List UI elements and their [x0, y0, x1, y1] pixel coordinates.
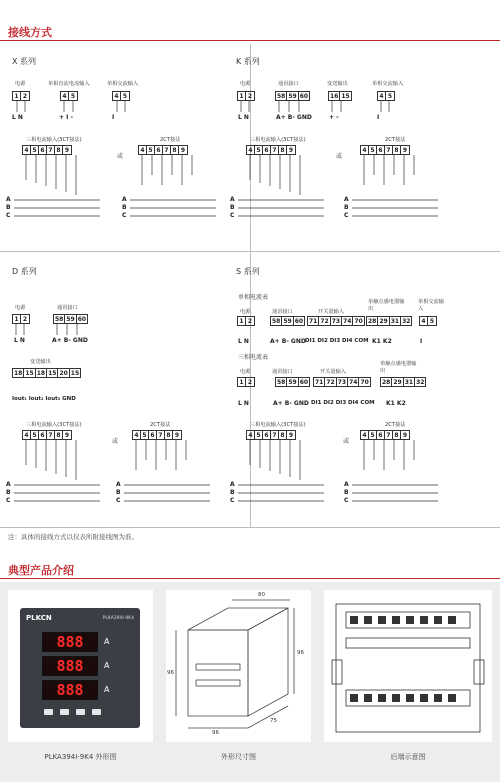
- s2-ln-pins: L N: [238, 400, 249, 407]
- s-or-label: 或: [343, 438, 350, 445]
- k-3ct-label: 三相电流输入(3CT接法): [250, 137, 306, 143]
- dim-label-3: 96: [212, 730, 219, 736]
- s1-comm-label: 通讯接口: [272, 309, 293, 315]
- x-2ct-terminal: 4 5 6 7 8 9: [138, 145, 188, 155]
- k-ac-terminal: 4 5: [377, 91, 395, 101]
- d-power-terminal: 1 2: [12, 314, 30, 324]
- section-divider-2: [0, 578, 500, 579]
- s1-comm-terminal: 58 59 60: [272, 318, 304, 325]
- caption-dimensions: 外形尺寸图: [221, 753, 256, 761]
- unit-a-2: A: [104, 661, 110, 670]
- phase-label-b: B: [116, 489, 121, 496]
- k-power-label: 电源: [240, 81, 251, 87]
- s-series-title: S 系列: [236, 267, 260, 276]
- dim-label-2: 96: [167, 670, 174, 676]
- s1-ac-sign: I: [420, 338, 423, 345]
- d-or-label: 或: [112, 438, 119, 445]
- phase-label-a: A: [6, 196, 11, 203]
- x-series-title: X 系列: [12, 57, 37, 66]
- k-series-title: K 系列: [236, 57, 260, 66]
- d-ln-pins: L N: [14, 337, 25, 344]
- s-2ct-label: 2CT接法: [385, 422, 406, 428]
- phase-label-a: A: [344, 481, 349, 488]
- x-ln-pins: L N: [12, 114, 23, 121]
- d-2ct-terminal: 4 5 6 7 8 9: [132, 430, 182, 440]
- d-out-terminal: 18 15 18 15 20 15: [14, 370, 80, 377]
- k-2ct-terminal: 4 5 6 7 8 9: [360, 145, 410, 155]
- meter-button-1[interactable]: [44, 709, 53, 715]
- s2-sw-label: 开关量输入: [320, 369, 346, 375]
- phase-label-a: A: [344, 196, 349, 203]
- wiring-section-title: 接线方式: [8, 26, 52, 39]
- s2-sw-pins: DI1 DI2 DI3 DI4 COM: [311, 400, 375, 406]
- meter-display-3: 888: [42, 680, 98, 700]
- s2-comm-pins: A+ B- GND: [273, 400, 309, 407]
- dim-label-5: 75: [270, 718, 277, 724]
- k-power-terminal: 1 2: [237, 91, 255, 101]
- phase-label-b: B: [230, 489, 235, 496]
- x-or-label: 或: [117, 153, 124, 160]
- products-section-title: 典型产品介绍: [8, 564, 74, 577]
- meter-model: PLKA394I-9K4: [102, 616, 134, 621]
- s-single-title: 单相电流表: [238, 294, 269, 301]
- s2-relay-terminal: 28 29 31 32: [382, 379, 425, 386]
- phase-label-a: A: [230, 196, 235, 203]
- x-dc-terminal: 4 5: [60, 91, 78, 101]
- phase-label-c: C: [344, 212, 349, 219]
- dim-label-4: 96: [297, 650, 304, 656]
- d-series-title: D 系列: [12, 267, 37, 276]
- s1-ac-terminal: 4 5: [419, 316, 437, 326]
- phase-label-a: A: [116, 481, 121, 488]
- k-ln-pins: L N: [238, 114, 249, 121]
- d-3ct-terminal: 4 5 6 7 8 9: [22, 430, 72, 440]
- phase-label-b: B: [230, 204, 235, 211]
- meter-buttons: [44, 709, 101, 715]
- s1-sw-pins: DI1 DI2 DI3 DI4 COM: [305, 338, 369, 344]
- s2-comm-label: 通讯接口: [272, 369, 293, 375]
- s1-ac-label: 单相交流输入: [418, 299, 444, 312]
- s2-relay-pins: K1 K2: [386, 400, 406, 407]
- k-out-terminal: 16 15: [330, 93, 350, 100]
- s1-sw-terminal: 71 72 73 74 70: [309, 318, 363, 325]
- s1-ln-pins: L N: [238, 338, 249, 345]
- unit-a-3: A: [104, 685, 110, 694]
- x-3ct-terminal: 4 5 6 7 8 9: [22, 145, 72, 155]
- phase-label-a: A: [122, 196, 127, 203]
- dimension-drawing: [166, 590, 311, 742]
- s-3ct-terminal: 4 5 6 7 8 9: [246, 430, 296, 440]
- phase-label-b: B: [122, 204, 127, 211]
- s1-relay-pins: K1 K2: [372, 338, 392, 345]
- x-3ct-label: 三相电流输入(3CT接法): [26, 137, 82, 143]
- phase-label-c: C: [6, 212, 11, 219]
- phase-label-c: C: [6, 497, 11, 504]
- meter-display-1: 888: [42, 632, 98, 652]
- phase-label-c: C: [230, 497, 235, 504]
- d-3ct-label: 三相电流输入(3CT接法): [26, 422, 82, 428]
- x-dc-label: 单相直流电流输入: [48, 81, 90, 87]
- s1-power-terminal: 1 2: [237, 316, 255, 326]
- s-3ct-label: 三相电流输入(3CT接法): [250, 422, 306, 428]
- meter-body: [20, 608, 140, 728]
- unit-a-1: A: [104, 637, 110, 646]
- caption-rear: 后端示意图: [390, 753, 426, 761]
- k-2ct-label: 2CT接法: [385, 137, 406, 143]
- s2-comm-terminal: 58 59 60: [277, 379, 309, 386]
- x-ac-sign: I: [112, 114, 115, 121]
- phase-label-a: A: [6, 481, 11, 488]
- phase-label-b: B: [344, 489, 349, 496]
- meter-button-4[interactable]: [92, 709, 101, 715]
- k-3ct-terminal: 4 5 6 7 8 9: [246, 145, 296, 155]
- x-power-terminal: 1 2: [12, 91, 30, 101]
- x-2ct-label: 2CT接法: [160, 137, 181, 143]
- phase-label-b: B: [344, 204, 349, 211]
- meter-brand: PLKCN: [26, 614, 52, 622]
- s2-relay-label: 单触点感电器输出: [380, 361, 417, 374]
- k-ac-label: 单相交流输入: [372, 81, 404, 87]
- phase-label-a: A: [230, 481, 235, 488]
- meter-display-2: 888: [42, 656, 98, 676]
- s2-power-label: 电源: [240, 369, 251, 375]
- k-out-pins: + -: [329, 114, 339, 121]
- d-out-pins: Iout₁ Iout₂ Iout₃ GND: [12, 396, 76, 402]
- meter-photo-card: [8, 590, 153, 742]
- d-comm-label: 通讯接口: [57, 305, 78, 311]
- dim-label-1: 80: [258, 592, 265, 598]
- d-out-label: 变送输出: [30, 359, 51, 365]
- d-power-label: 电源: [15, 305, 26, 311]
- phase-label-c: C: [230, 212, 235, 219]
- caption-meter: PLKA394I-9K4 外形图: [44, 753, 117, 761]
- s1-sw-label: 开关量输入: [318, 309, 344, 315]
- s1-comm-pins: A+ B- GND: [270, 338, 306, 345]
- dimension-drawing-card: [166, 590, 311, 742]
- k-ac-sign: I: [377, 114, 380, 121]
- s1-relay-label: 单触点感电器输出: [368, 299, 405, 312]
- s-2ct-terminal: 4 5 6 7 8 9: [360, 430, 410, 440]
- d-2ct-label: 2CT接法: [150, 422, 171, 428]
- rear-view-card: [324, 590, 492, 742]
- k-comm-terminal: 58 59 60: [277, 93, 309, 100]
- k-out-label: 变送输出: [327, 81, 348, 87]
- phase-label-c: C: [116, 497, 121, 504]
- s1-relay-terminal: 28 29 31 32: [368, 318, 411, 325]
- s2-power-terminal: 1 2: [237, 377, 255, 387]
- x-dc-sign: + I -: [59, 114, 73, 121]
- s-three-title: 三相电流表: [238, 354, 269, 361]
- wiring-note: 注：具体的接线方式以仪表所附接线图为准。: [8, 533, 138, 541]
- k-comm-label: 通讯接口: [278, 81, 299, 87]
- rear-view-drawing: [324, 590, 492, 742]
- x-ac-label: 单相交流输入: [107, 81, 139, 87]
- s1-power-label: 电源: [240, 309, 251, 315]
- k-or-label: 或: [336, 153, 343, 160]
- d-comm-pins: A+ B- GND: [52, 337, 88, 344]
- x-power-label: 电源: [15, 81, 26, 87]
- k-comm-pins: A+ B- GND: [276, 114, 312, 121]
- d-comm-terminal: 58 59 60: [55, 316, 87, 323]
- x-ac-terminal: 4 5: [112, 91, 130, 101]
- meter-button-3[interactable]: [76, 709, 85, 715]
- phase-label-b: B: [6, 489, 11, 496]
- meter-button-2[interactable]: [60, 709, 69, 715]
- phase-label-c: C: [344, 497, 349, 504]
- phase-label-c: C: [122, 212, 127, 219]
- s2-sw-terminal: 71 72 73 74 70: [315, 379, 369, 386]
- phase-label-b: B: [6, 204, 11, 211]
